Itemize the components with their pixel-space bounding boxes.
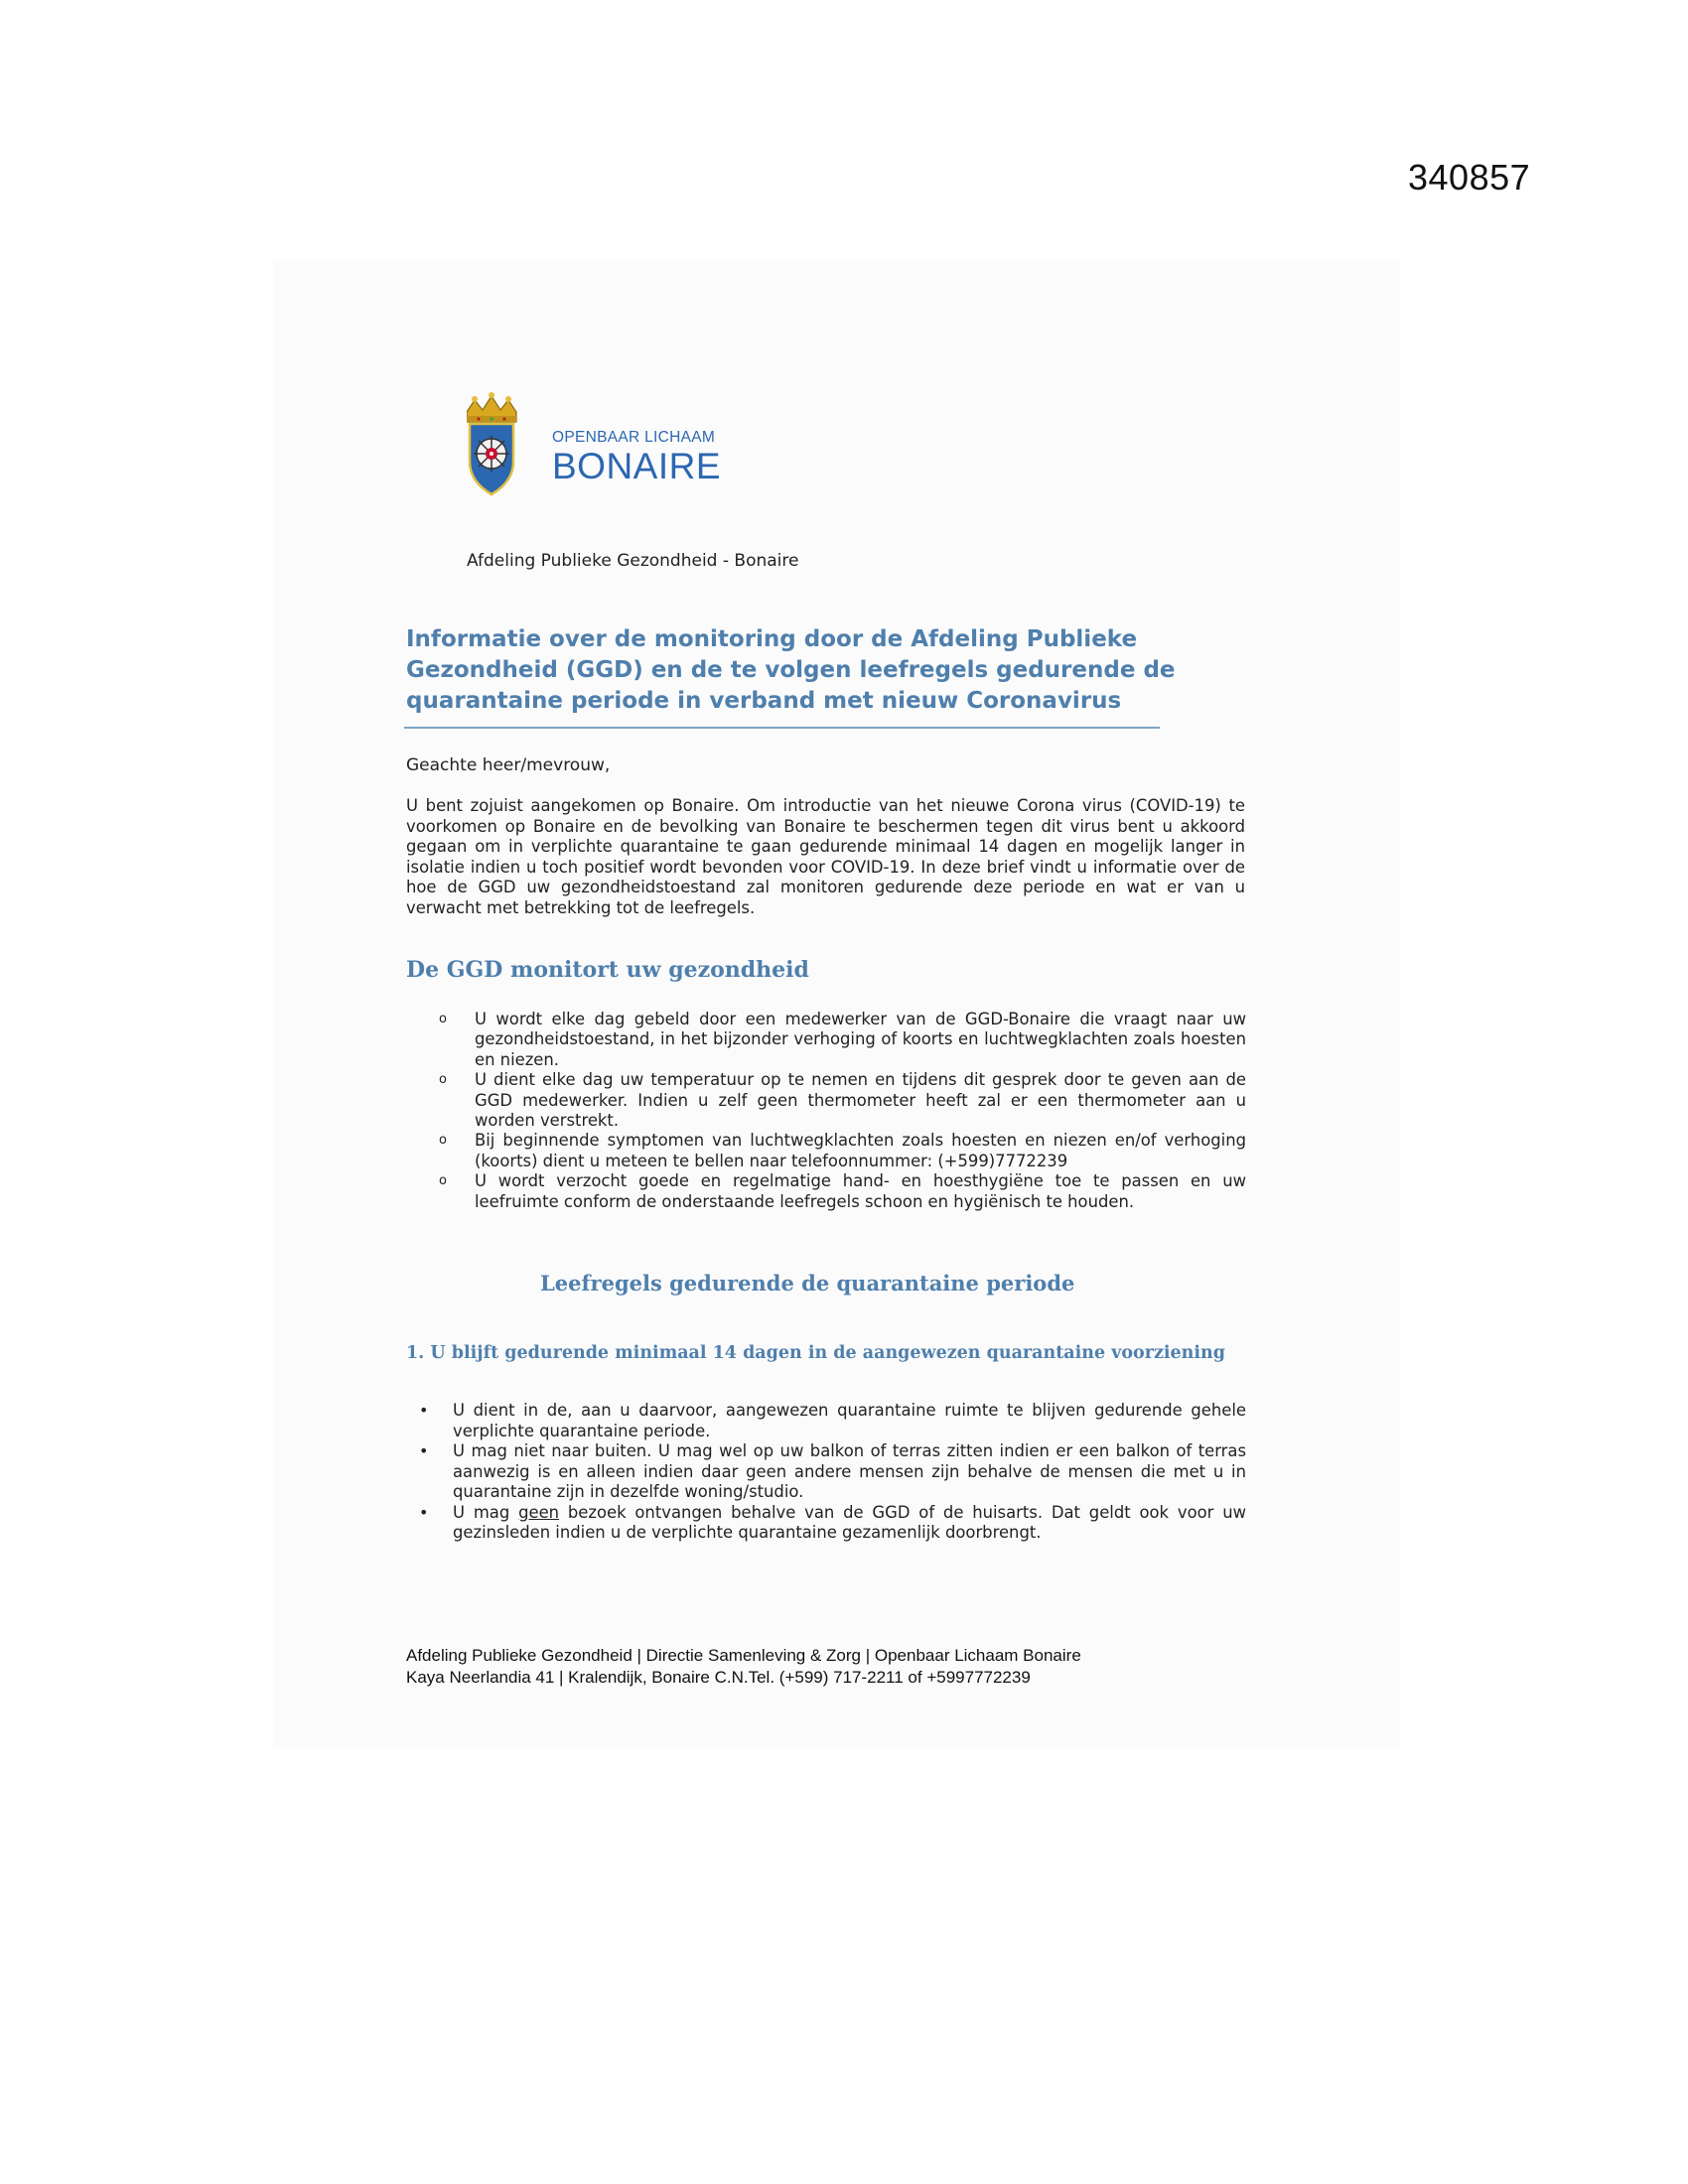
- circle-bullet-icon: o: [439, 1072, 447, 1088]
- list-item-text: U wordt verzocht goede en regelmatige hand- en hoesthygiëne toe te passen en uw leefruimte conform de onderstaande leefregels schoon en hygiënisch te houden.: [475, 1171, 1246, 1211]
- title-underline: [404, 727, 1160, 729]
- list-item: [437, 1171, 1246, 1212]
- monitoring-heading: De GGD monitort uw gezondheid: [406, 957, 809, 983]
- list-item-emphasis: geen: [518, 1502, 560, 1522]
- document-title: Informatie over de monitoring door de Afdeling Publieke Gezondheid (GGD) en de te volgen leefregels gedurende de quarantaine periode in verband met nieuw Coronavirus: [406, 626, 1176, 714]
- circle-bullet-icon: o: [439, 1012, 447, 1026]
- rules-subheading: 1. U blijft gedurende minimaal 14 dagen in de aangewezen quarantaine voorziening: [406, 1343, 1226, 1363]
- salutation: Geachte heer/mevrouw,: [406, 755, 611, 775]
- crown-icon: [467, 392, 516, 422]
- monitoring-list: [437, 1010, 1246, 1212]
- list-item-text: U mag niet naar buiten. U mag wel op uw balkon of terras zitten indien er een balkon of terras aanwezig is en alleen indien daar geen andere mensen zijn behalve de mensen die met u in quarantaine zijn in dezelfde woning/studio.: [453, 1441, 1246, 1501]
- logo-wordmark: [552, 429, 721, 484]
- document-id: 340857: [1408, 157, 1531, 198]
- list-item-text-end: bezoek ontvangen behalve van de GGD of de huisarts. Dat geldt ook voor uw gezinsleden indien u de verplichte quarantaine gezamenlijk doorbrengt.: [453, 1502, 1246, 1542]
- list-item-text: U wordt elke dag gebeld door een medewerker van de GGD-Bonaire die vraagt naar uw gezondheidstoestand, in het bijzonder verhoging of koorts en luchtwegklachten zoals hoesten en niezen.: [475, 1010, 1246, 1069]
- circle-bullet-icon: o: [439, 1133, 447, 1149]
- footer: [406, 1645, 1081, 1689]
- rules-list: [417, 1401, 1246, 1544]
- department-name: Afdeling Publieke Gezondheid - Bonaire: [467, 551, 799, 571]
- list-item: [417, 1503, 1246, 1544]
- list-item-text-start: U mag: [453, 1502, 519, 1522]
- footer-line-2: Kaya Neerlandia 41 | Kralendijk, Bonaire C.N.Tel. (+599) 717-2211 of +5997772239: [406, 1668, 1031, 1687]
- dot-bullet-icon: •: [419, 1441, 429, 1460]
- list-item: [437, 1070, 1246, 1131]
- list-item: [417, 1401, 1246, 1441]
- rules-heading: Leefregels gedurende de quarantaine periode: [540, 1271, 1075, 1296]
- list-item-text: U dient elke dag uw temperatuur op te nemen en tijdens dit gesprek door te geven aan de GGD medewerker. Indien u zelf geen thermometer heeft zal er een thermometer aan u worden verstrekt.: [475, 1070, 1246, 1131]
- circle-bullet-icon: o: [439, 1173, 447, 1189]
- logo-org-big: BONAIRE: [552, 446, 722, 486]
- shield-icon: [470, 424, 513, 494]
- intro-paragraph: U bent zojuist aangekomen op Bonaire. Om introductie van het nieuwe Corona virus (COVID-19) te voorkomen op Bonaire en de bevolking van Bonaire te beschermen tegen dit virus bent u akkoord gegaan om in verplichte quarantaine te gaan gedurende minimaal 14 dagen en mogelijk langer in isolatie indien u toch positief wordt bevonden voor COVID-19. In deze brief vindt u informatie over de hoe de GGD uw gezondheidstoestand zal monitoren gedurende deze periode en wat er van u verwacht met betrekking tot de leefregels.: [406, 796, 1245, 917]
- list-item-text: Bij beginnende symptomen van luchtwegklachten zoals hoesten en niezen en/of verhoging (koorts) dient u meteen te bellen naar telefoonnummer: (+599)7772239: [475, 1131, 1246, 1170]
- logo-org-small: OPENBAAR LICHAAM: [552, 429, 716, 446]
- list-item: [417, 1441, 1246, 1503]
- footer-line-1: Afdeling Publieke Gezondheid | Directie Samenleving & Zorg | Openbaar Lichaam Bonaire: [406, 1646, 1081, 1665]
- list-item-text: U dient in de, aan u daarvoor, aangewezen quarantaine ruimte te blijven gedurende gehele verplichte quarantaine periode.: [453, 1401, 1246, 1440]
- dot-bullet-icon: •: [419, 1401, 429, 1420]
- list-item: [437, 1131, 1246, 1171]
- dot-bullet-icon: •: [419, 1502, 429, 1522]
- list-item: [437, 1010, 1246, 1070]
